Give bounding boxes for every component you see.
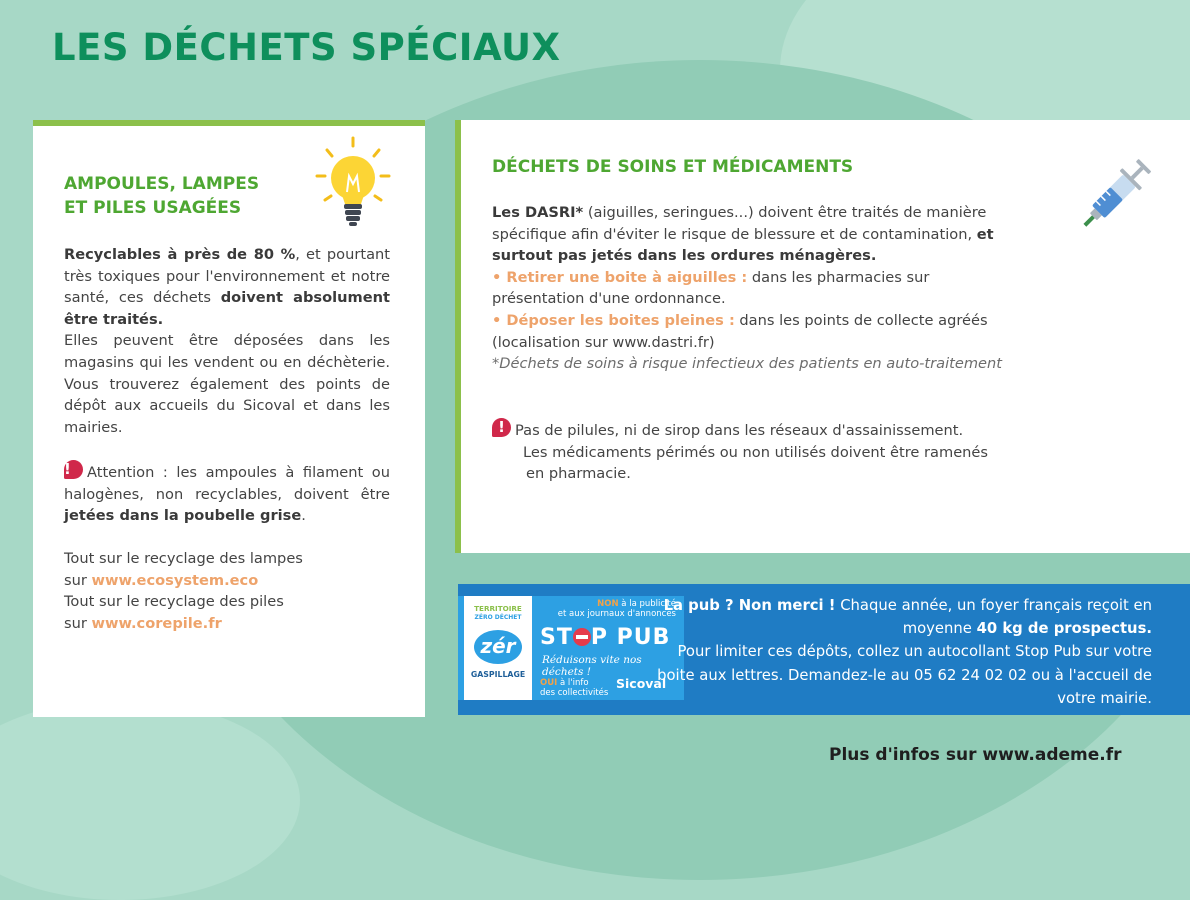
lamps-intro-text: , et pourtant très toxiques pour l'environnement et notre santé, ces déchets bbox=[64, 246, 390, 307]
medication-warning-line3: en pharmacie. bbox=[526, 465, 631, 483]
batteries-recycling-label: Tout sur le recyclage des piles bbox=[64, 593, 284, 611]
gaspillage-label: GASPILLAGE bbox=[470, 670, 526, 679]
background-shape bbox=[0, 700, 300, 900]
lightbulb-icon bbox=[313, 134, 393, 234]
stop-pub-logo bbox=[540, 625, 670, 651]
lamps-heading bbox=[64, 172, 259, 220]
recycling-links bbox=[64, 548, 390, 634]
zero-waste-badge bbox=[464, 596, 532, 700]
stop-pub-slogan: Réduisons vite nos déchets ! bbox=[542, 654, 642, 678]
sicoval-logo: Sicoval bbox=[616, 676, 667, 691]
non-text: à la publicité bbox=[618, 599, 676, 609]
lamps-batteries-card bbox=[33, 120, 425, 717]
pub-text: P PUB bbox=[590, 625, 671, 650]
medication-warning-line2: Les médicaments périmés ou non utilisés doivent être ramenés bbox=[523, 443, 988, 461]
needle-box-bullet-text: dans les pharmacies sur présentation d'une ordonnance. bbox=[492, 268, 930, 308]
lamps-recycling-label: Tout sur le recyclage des lampes bbox=[64, 550, 303, 567]
stop-sign-icon bbox=[573, 628, 591, 646]
stop-pub-banner bbox=[458, 584, 1190, 715]
page-title: LES DÉCHETS SPÉCIAUX bbox=[52, 26, 561, 69]
ademe-footer: Plus d'infos sur www.ademe.fr bbox=[829, 745, 1122, 765]
grey-bin-text: jetées dans la poubelle grise bbox=[64, 507, 302, 525]
lamps-drop-points: Elles peuvent être déposées dans les magasins qui les vendent ou en déchèterie. Vous trouverez également des points de dépôt aux accueils du Sicoval et dans les mairies. bbox=[64, 332, 390, 436]
oui-label: OUI bbox=[540, 678, 558, 688]
lamps-heading-line1: AMPOULES, LAMPES bbox=[64, 174, 260, 194]
pub-text2: Pour limiter ces dépôts, collez un autocollant Stop Pub sur votre boite aux lettres. Demandez-le au 05 62 24 02 02 ou à l'accueil de votre mairie. bbox=[657, 643, 1152, 707]
syringe-icon bbox=[1066, 150, 1166, 245]
lamps-heading-line2: ET PILES USAGÉES bbox=[64, 198, 242, 218]
warning-icon bbox=[492, 418, 511, 437]
territoire-label: TERRITOIRE bbox=[474, 604, 522, 613]
dasri-warning: et surtout pas jetés dans les ordures ménagères. bbox=[492, 225, 994, 265]
ecosystem-link[interactable]: www.ecosystem.eco bbox=[91, 571, 259, 589]
corepile-link[interactable]: www.corepile.fr bbox=[91, 614, 222, 632]
pub-no-thanks: La pub ? Non merci ! bbox=[663, 597, 836, 614]
must-be-treated: doivent absolument être traités. bbox=[64, 289, 390, 328]
pub-text1: Chaque année, un foyer français reçoit en moyenne bbox=[835, 597, 1152, 638]
recyclable-rate: Recyclables à près de 80 % bbox=[64, 246, 296, 263]
non-text2: et aux journaux d'annonces bbox=[557, 609, 676, 619]
needle-box-bullet-label: • Retirer une boite à aiguilles : bbox=[492, 268, 748, 286]
stop-pub-info bbox=[652, 594, 1152, 710]
lamps-warning-text: Attention : les ampoules à filament ou halogènes, non recyclables, doivent être bbox=[64, 464, 390, 503]
zero-logo: zér bbox=[474, 630, 522, 664]
dasri-label: Les DASRI* bbox=[492, 204, 584, 221]
full-box-bullet-label: • Déposer les boites pleines : bbox=[492, 311, 735, 329]
lamps-warning bbox=[64, 460, 390, 527]
oui-text2: des collectivités bbox=[540, 688, 609, 698]
full-box-bullet-text: dans les points de collecte agréés (localisation sur www.dastri.fr) bbox=[492, 311, 988, 351]
prospectus-amount: 40 kg de prospectus. bbox=[976, 620, 1152, 638]
lamps-intro-paragraph bbox=[64, 244, 390, 438]
stop-pub-sticker bbox=[458, 596, 684, 700]
medical-waste-card bbox=[455, 120, 1190, 553]
zero-dechet-label: ZÉRO DÉCHET bbox=[474, 614, 522, 621]
non-label: NON bbox=[597, 599, 619, 609]
warning-end: . bbox=[301, 507, 306, 525]
dasri-footnote: *Déchets de soins à risque infectieux des patients en auto-traitement bbox=[492, 355, 1003, 373]
lamps-sur: sur bbox=[64, 571, 92, 589]
warning-icon bbox=[64, 460, 83, 479]
dasri-paragraph bbox=[492, 202, 1022, 375]
dasri-text: (aiguilles, seringues...) doivent être traités de manière spécifique afin d'éviter le risque de blessure et de contamination, bbox=[492, 204, 987, 243]
medication-warning-line1: Pas de pilules, ni de sirop dans les réseaux d'assainissement. bbox=[515, 422, 964, 439]
medical-heading: DÉCHETS DE SOINS ET MÉDICAMENTS bbox=[492, 157, 854, 177]
oui-info-text bbox=[540, 678, 608, 698]
oui-text: à l'info bbox=[557, 678, 589, 688]
stop-text: ST bbox=[540, 625, 573, 650]
piles-sur: sur bbox=[64, 614, 92, 632]
medication-warning bbox=[492, 418, 1052, 485]
